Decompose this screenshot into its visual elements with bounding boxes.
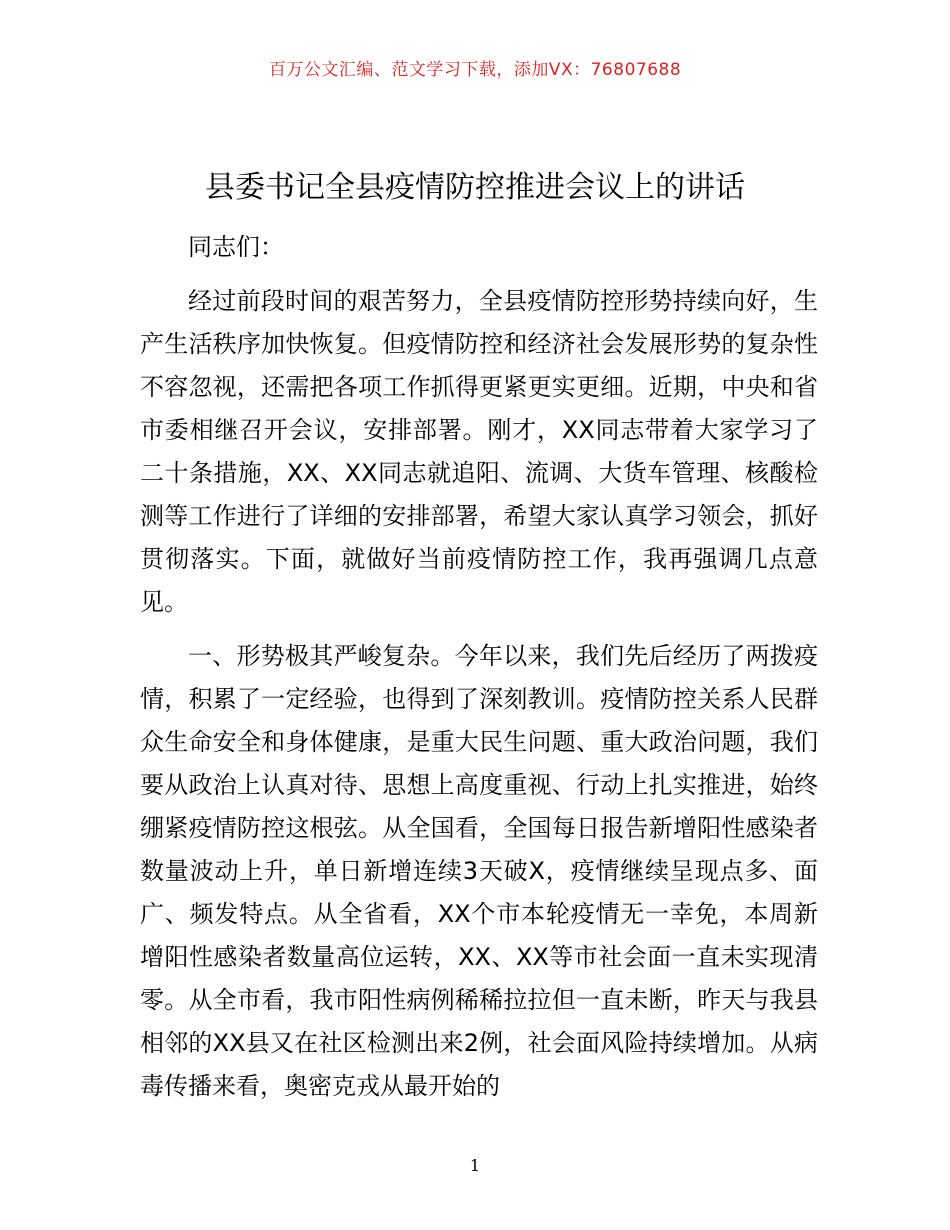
salutation: 同志们： [188,233,284,261]
page-number: 1 [469,1156,481,1175]
paragraph-situation: 一、形势极其严峻复杂。今年以来，我们先后经历了两拨疫情，积累了一定经验，也得到了深刻教训。疫情防控关系人民群众生命安全和身体健康，是重大民生问题、重大政治问题，我们要从政治上认真对待、思想上高度重视、行动上扎实推进，始终绷紧疫情防控这根弦。从全国看，全国每日报告新增阳性感染者数量波动上升，单日新增连续3天破X，疫情继续呈现点多、面广、频发特点。从全省看，XX个市本轮疫情无一幸免，本周新增阳性感染者数量高位运转，XX、XX等市社会面一直未实现清零。从全市看，我市阳性病例稀稀拉拉但一直未断，昨天与我县相邻的XX县又在社区检测出来2例，社会面风险持续增加。从病毒传播来看，奥密克戎从最开始的 [140,642,818,1100]
header-watermark: 百万公文汇编、范文学习下载，添加VX：76807688 [268,60,682,80]
document-title: 县委书记全县疫情防控推进会议上的讲话 [205,170,745,205]
document-body [140,226,818,1108]
paragraph-intro: 经过前段时间的艰苦努力，全县疫情防控形势持续向好，生产生活秩序加快恢复。但疫情防控和经济社会发展形势的复杂性不容忽视，还需把各项工作抓得更紧更实更细。近期，中央和省市委相继召开会议，安排部署。刚才，XX同志带着大家学习了二十条措施，XX、XX同志就追阳、流调、大货车管理、核酸检测等工作进行了详细的安排部署，希望大家认真学习领会，抓好贯彻落实。下面，就做好当前疫情防控工作，我再强调几点意见。 [140,287,818,616]
